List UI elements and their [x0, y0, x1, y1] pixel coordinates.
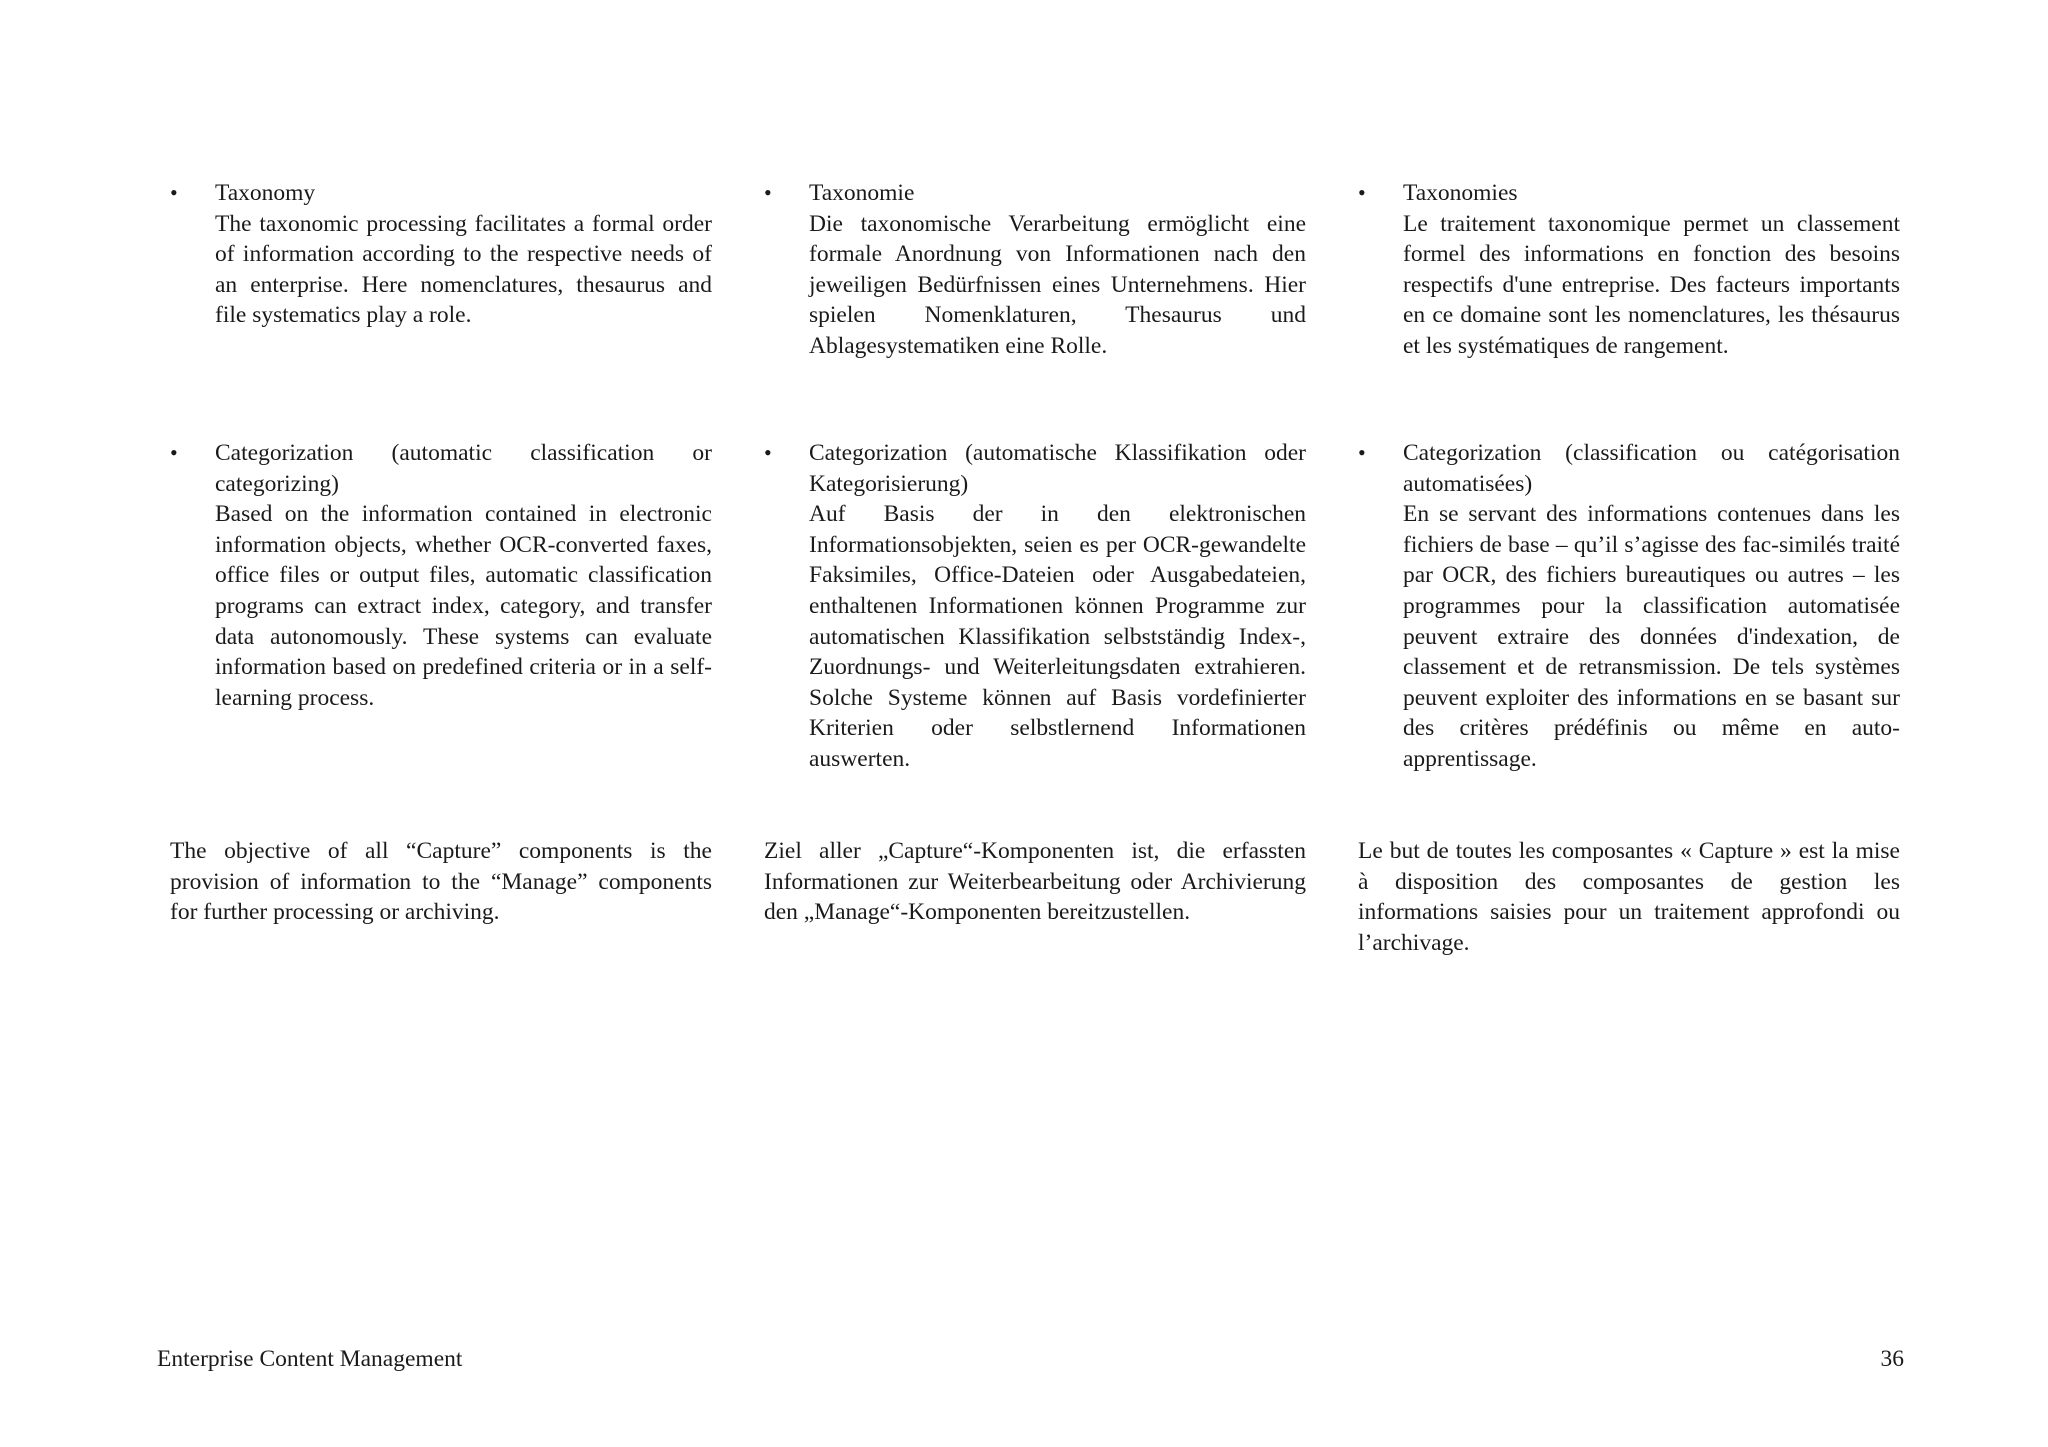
list-item-taxonomy — [764, 178, 1306, 438]
bullet-icon: • — [764, 440, 772, 465]
item-title: Categorization (automatische Klassifikation oder Kategorisierung) — [809, 440, 1306, 497]
list-item-categorization — [1358, 438, 1900, 836]
footer-title: Enterprise Content Management — [157, 1346, 463, 1372]
column-french — [1358, 178, 1900, 958]
column-german — [764, 178, 1306, 928]
item-body: Based on the information contained in electronic information objects, whether OCR-converted faxes, office files or output files, automatic classification programs can extract index, category, and transfer data autonomously. These systems can evaluate information based on predefined criteria or in a self-learning process. — [215, 501, 712, 711]
item-title: Categorization (classification ou catégorisation automatisées) — [1403, 440, 1900, 497]
bullet-icon: • — [764, 180, 772, 205]
column-english — [170, 178, 712, 928]
item-title: Categorization (automatic classification or categorizing) — [215, 440, 712, 497]
item-body: Auf Basis der in den elektronischen Informationsobjekten, seien es per OCR-gewandelte Faksimiles, Office-Dateien oder Ausgabedateien, enthaltenen Informationen können Programme zur automatischen Klassifikation selbstständig Index-, Zuordnungs- und Weiterleitungsdaten extrahieren. Solche Systeme können auf Basis vordefinierter Kriterien oder selbstlernend Informationen auswerten. — [809, 501, 1306, 772]
page-number: 36 — [1880, 1346, 1904, 1372]
closing-paragraph: Ziel aller „Capture“-Komponenten ist, die erfassten Informationen zur Weiterbearbeitung oder Archivierung den „Manage“-Komponenten bereitzustellen. — [764, 838, 1306, 926]
bullet-icon: • — [170, 180, 178, 205]
bullet-icon: • — [1358, 440, 1366, 465]
closing-paragraph: The objective of all “Capture” components is the provision of information to the “Manage” components for further processing or archiving. — [170, 838, 712, 926]
item-body: En se servant des informations contenues dans les fichiers de base – qu’il s’agisse des fac-similés traité par OCR, des fichiers bureautiques ou autres – les programmes pour la classification automatisée peuvent extraire des données d'indexation, de classement et de retransmission. De tels systèmes peuvent exploiter des informations en se basant sur des critères prédéfinis ou même en auto-apprentissage. — [1403, 501, 1900, 772]
item-body: The taxonomic processing facilitates a formal order of information according to the respective needs of an enterprise. Here nomenclatures, thesaurus and file systematics play a role. — [215, 210, 712, 329]
item-title: Taxonomies — [1403, 180, 1518, 206]
item-title: Taxonomie — [809, 180, 915, 206]
closing-paragraph: Le but de toutes les composantes « Capture » est la mise à disposition des composantes de gestion les informations saisies pour un traitement approfondi ou l’archivage. — [1358, 838, 1900, 956]
list-item-categorization — [170, 438, 712, 836]
list-item-taxonomy — [170, 178, 712, 438]
list-item-categorization — [764, 438, 1306, 836]
item-body: Die taxonomische Verarbeitung ermöglicht eine formale Anordnung von Informationen nach den jeweiligen Bedürfnissen eines Unternehmens. Hier spielen Nomenklaturen, Thesaurus und Ablagesystematiken eine Rolle. — [809, 210, 1306, 359]
item-title: Taxonomy — [215, 180, 316, 206]
item-body: Le traitement taxonomique permet un classement formel des informations en fonction des besoins respectifs d'une entreprise. Des facteurs importants en ce domaine sont les nomenclatures, les thésaurus et les systématiques de rangement. — [1403, 210, 1900, 359]
bullet-icon: • — [1358, 180, 1366, 205]
bullet-icon: • — [170, 440, 178, 465]
list-item-taxonomy — [1358, 178, 1900, 438]
